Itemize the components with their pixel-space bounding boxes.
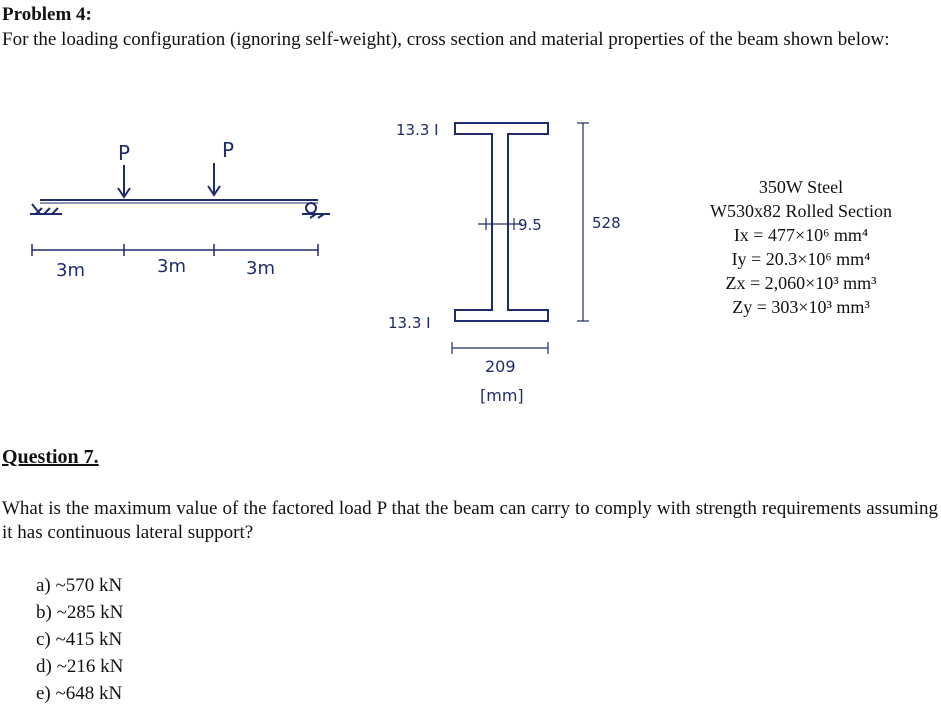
question-text: What is the maximum value of the factored load P that the beam can carry to comply with strength requirements assuming it has continuous lateral support? [2, 498, 938, 543]
section-properties [686, 175, 916, 319]
option-a[interactable]: a) ~570 kN [36, 575, 123, 596]
load-label-2: P [222, 138, 235, 162]
top-flange-label: 13.3 I [396, 121, 439, 139]
problem-title: Problem 4: [2, 4, 92, 25]
span-label-3: 3m [246, 258, 275, 279]
web-thickness-label: 9.5 [518, 216, 542, 234]
option-e[interactable]: e) ~648 kN [36, 683, 123, 704]
span-label-1: 3m [56, 260, 85, 281]
depth-label: 528 [592, 214, 621, 232]
ix-value: Ix = 477×10⁶ mm⁴ [733, 225, 869, 245]
iy-value: Iy = 20.3×10⁶ mm⁴ [731, 249, 871, 269]
load-label-1: P [118, 141, 131, 165]
width-label: 209 [485, 357, 516, 376]
steel-grade: 350W Steel [758, 177, 844, 197]
question-title: Question 7. [2, 446, 99, 468]
zx-value: Zx = 2,060×10³ mm³ [725, 273, 877, 293]
answer-options [36, 572, 123, 707]
roller-support-icon [302, 203, 330, 218]
problem-description: For the loading configuration (ignoring self-weight), cross section and material properties of the beam shown below: [2, 29, 890, 50]
zy-value: Zy = 303×10³ mm³ [732, 297, 870, 317]
units-label: [mm] [480, 386, 524, 405]
span-label-2: 3m [157, 256, 186, 277]
option-b[interactable]: b) ~285 kN [36, 602, 124, 623]
load-arrow-icon [208, 163, 220, 195]
section-designation: W530x82 Rolled Section [710, 201, 892, 221]
option-d[interactable]: d) ~216 kN [36, 656, 124, 677]
pin-support-icon [30, 204, 62, 214]
bottom-flange-label: 13.3 I [388, 314, 431, 332]
load-arrow-icon [118, 165, 130, 197]
option-c[interactable]: c) ~415 kN [36, 629, 123, 650]
